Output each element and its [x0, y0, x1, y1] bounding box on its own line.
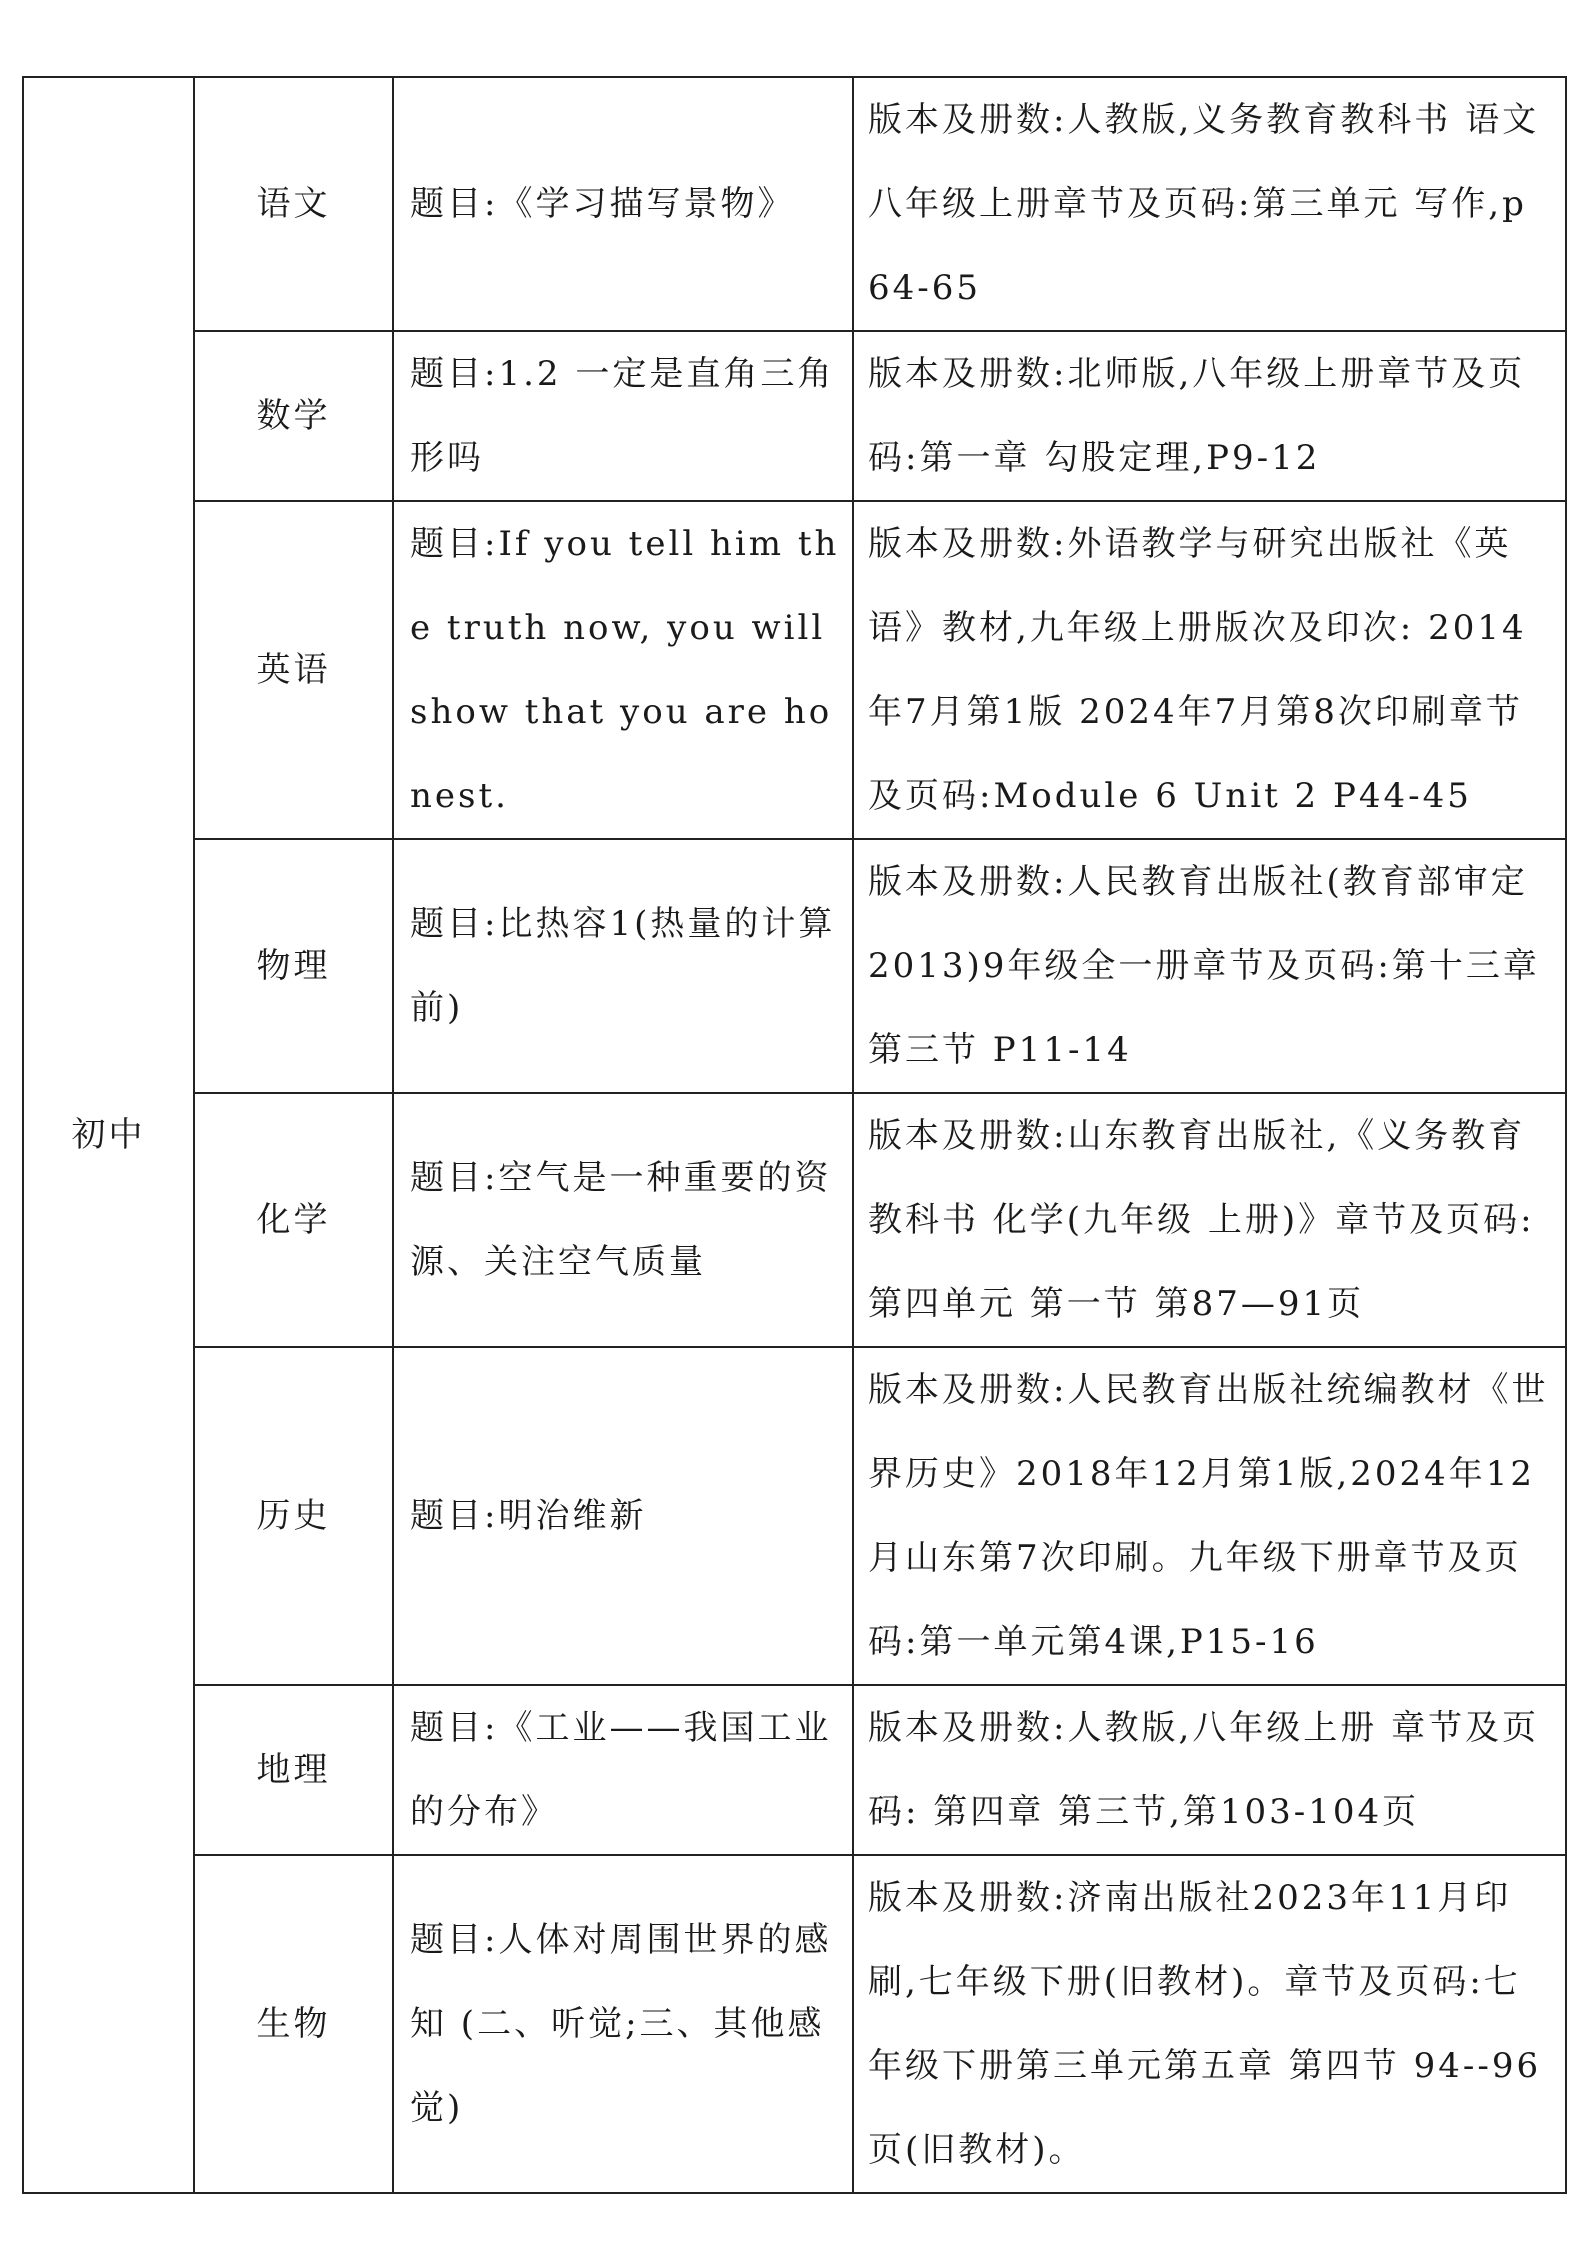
- edition-cell: 版本及册数:人教版,八年级上册 章节及页码: 第四章 第三节,第103-104页: [853, 1685, 1566, 1855]
- subject-cell: 生物: [194, 1855, 393, 2193]
- topic-cell: 题目:If you tell him the truth now, you will show that you are honest.: [393, 501, 853, 839]
- topic-cell: 题目:人体对周围世界的感知 (二、听觉;三、其他感觉): [393, 1855, 853, 2193]
- school-level-cell: 初中: [23, 77, 194, 2193]
- table-row: [23, 331, 1566, 501]
- subject-cell: 地理: [194, 1685, 393, 1855]
- subject-cell: 历史: [194, 1347, 393, 1685]
- edition-cell: 版本及册数:外语教学与研究出版社《英语》教材,九年级上册版次及印次: 2014年7月第1版 2024年7月第8次印刷章节及页码:Module 6 Unit 2 P44-45: [853, 501, 1566, 839]
- topic-cell: 题目:比热容1(热量的计算前): [393, 839, 853, 1093]
- topic-cell: 题目:1.2 一定是直角三角形吗: [393, 331, 853, 501]
- edition-cell: 版本及册数:人民教育出版社(教育部审定2013)9年级全一册章节及页码:第十三章 第三节 P11-14: [853, 839, 1566, 1093]
- table-row: [23, 1347, 1566, 1685]
- edition-cell: 版本及册数:山东教育出版社,《义务教育教科书 化学(九年级 上册)》章节及页码:第四单元 第一节 第87—91页: [853, 1093, 1566, 1347]
- subject-cell: 语文: [194, 77, 393, 331]
- subject-cell: 英语: [194, 501, 393, 839]
- table-row: [23, 501, 1566, 839]
- subject-cell: 化学: [194, 1093, 393, 1347]
- table-row: [23, 1685, 1566, 1855]
- edition-cell: 版本及册数:人教版,义务教育教科书 语文八年级上册章节及页码:第三单元 写作,p64-65: [853, 77, 1566, 331]
- topic-cell: 题目:明治维新: [393, 1347, 853, 1685]
- topic-cell: 题目:《工业——我国工业的分布》: [393, 1685, 853, 1855]
- table-row: [23, 77, 1566, 331]
- table-row: [23, 839, 1566, 1093]
- edition-cell: 版本及册数:人民教育出版社统编教材《世界历史》2018年12月第1版,2024年12月山东第7次印刷。九年级下册章节及页码:第一单元第4课,P15-16: [853, 1347, 1566, 1685]
- edition-cell: 版本及册数:北师版,八年级上册章节及页码:第一章 勾股定理,P9-12: [853, 331, 1566, 501]
- table-row: [23, 1093, 1566, 1347]
- subject-cell: 物理: [194, 839, 393, 1093]
- curriculum-table: [22, 76, 1567, 2194]
- subject-cell: 数学: [194, 331, 393, 501]
- topic-cell: 题目:《学习描写景物》: [393, 77, 853, 331]
- table-row: [23, 1855, 1566, 2193]
- edition-cell: 版本及册数:济南出版社2023年11月印刷,七年级下册(旧教材)。章节及页码:七年级下册第三单元第五章 第四节 94--96页(旧教材)。: [853, 1855, 1566, 2193]
- topic-cell: 题目:空气是一种重要的资源、关注空气质量: [393, 1093, 853, 1347]
